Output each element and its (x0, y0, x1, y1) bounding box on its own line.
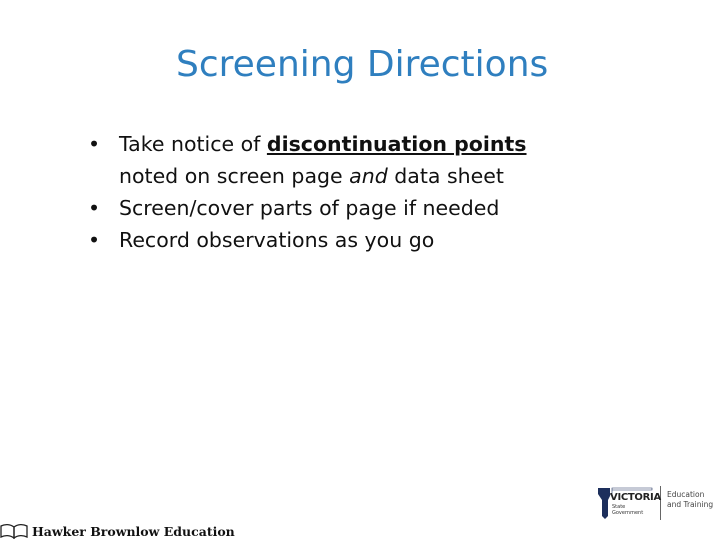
bullet-line-2 (119, 160, 648, 192)
bullet-emphasis: discontinuation points (266, 132, 527, 156)
department-label: Education and Training (667, 490, 714, 509)
bullet-italic: and (349, 164, 388, 188)
bullet-marker: • (88, 196, 101, 220)
bullet-line-1 (119, 128, 648, 160)
bullet-text: noted on screen page (119, 164, 350, 188)
bullet-item-discontinuation (88, 128, 648, 192)
bullet-text: Record observations as you go (119, 228, 435, 252)
bullet-text: data sheet (387, 164, 504, 188)
bullet-marker: • (88, 132, 101, 156)
state-government-label: State Government (612, 504, 644, 516)
slide-title: Screening Directions (176, 44, 549, 85)
victoria-wordmark: VICTORIA (610, 492, 661, 503)
bullet-marker: • (88, 228, 101, 252)
bullet-list (88, 128, 648, 256)
bullet-text: Take notice of (119, 132, 267, 156)
victoria-mark (596, 486, 661, 524)
publisher-footer (0, 522, 235, 540)
bullet-text: Screen/cover parts of page if needed (119, 196, 500, 220)
publisher-name: Hawker Brownlow Education (32, 523, 235, 539)
bullet-item-record (88, 224, 648, 256)
bullet-item-screen-cover (88, 192, 648, 224)
open-book-icon (0, 523, 28, 539)
victoria-government-logo (596, 486, 713, 524)
